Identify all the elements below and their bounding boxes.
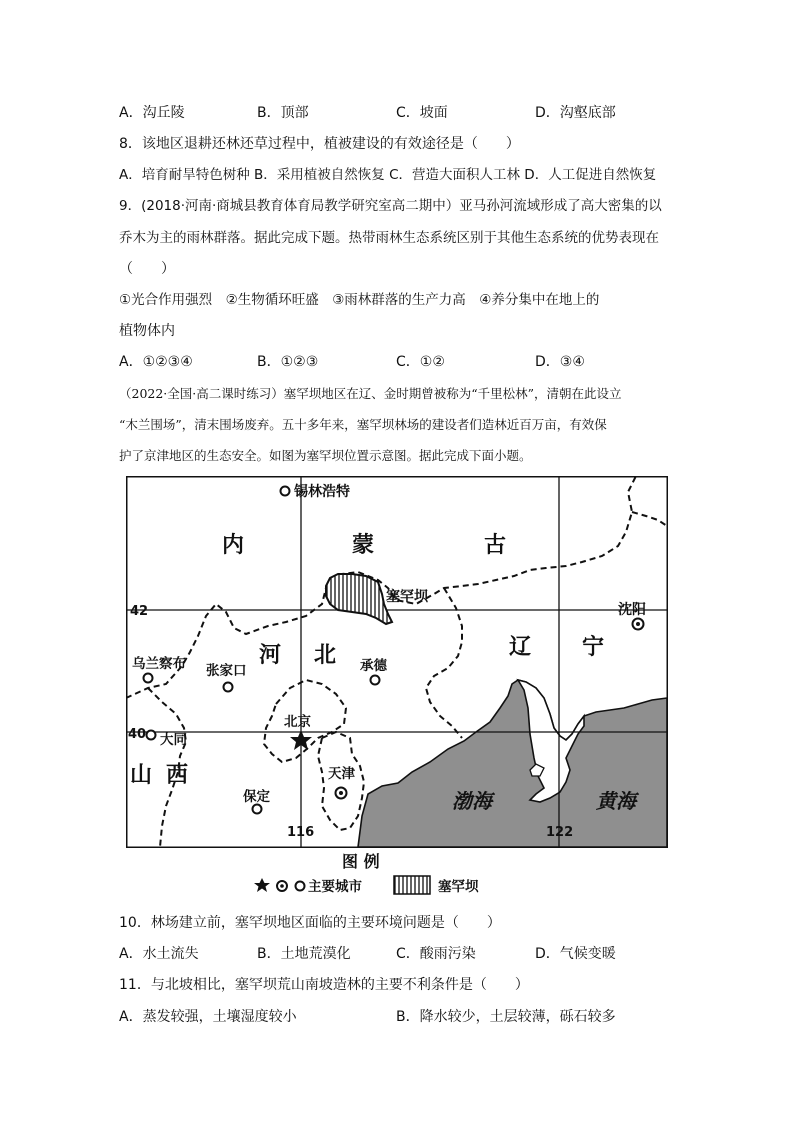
- legend-cities-label: 主要城市: [308, 879, 362, 895]
- q10-option-c: C．酸雨污染: [396, 946, 476, 962]
- q9-stem-line3: （ ）: [119, 261, 175, 277]
- legend-circle-dot-icon: [277, 881, 287, 891]
- sea-bohai-label: 渤海: [452, 789, 492, 813]
- datong-marker: [147, 731, 156, 740]
- chengde-marker: [371, 676, 380, 685]
- legend-star-icon: [254, 878, 270, 892]
- q9-items-line1: ①光合作用强烈 ②生物循环旺盛 ③雨林群落的生产力高 ④养分集中在地上的: [119, 292, 600, 308]
- tianjin-label: 天津: [328, 766, 355, 782]
- region-hebei-2: 北: [314, 643, 337, 668]
- q9-option-a: A．①②③④: [119, 354, 193, 370]
- shenyang-marker: [633, 619, 644, 630]
- q9-option-d: D．③④: [535, 354, 585, 370]
- ulanqab-marker: [144, 674, 153, 683]
- baoding-label: 保定: [243, 789, 270, 805]
- q11-stem: 11．与北坡相比，塞罕坝荒山南坡造林的主要不利条件是（ ）: [119, 977, 529, 993]
- saihanba-location-map: [126, 476, 668, 848]
- region-neimenggu-3: 古: [484, 533, 507, 558]
- legend-circle-icon: [296, 882, 305, 891]
- zhangjiakou-marker: [224, 683, 233, 692]
- region-neimenggu-1: 内: [222, 533, 245, 558]
- legend-saihanba-label: 塞罕坝: [438, 879, 479, 895]
- q10-option-d: D．气候变暖: [535, 946, 616, 962]
- q11-option-b: B．降水较少，土层较薄，砾石较多: [396, 1009, 616, 1025]
- region-liaoning-1: 辽: [509, 635, 532, 660]
- q10-option-a: A．水土流失: [119, 946, 199, 962]
- tianjin-marker: [336, 788, 347, 799]
- q10-option-b: B．土地荒漠化: [257, 946, 351, 962]
- q9-stem-line1: 9．(2018·河南·商城县教育体育局教学研究室高二期中）亚马孙河流域形成了高大密集的以: [119, 198, 662, 214]
- passage-line2: “木兰围场”，清末围场废弃。五十多年来，塞罕坝林场的建设者们造林近百万亩，有效保: [119, 417, 607, 432]
- passage: [119, 378, 679, 471]
- q11-option-a: A．蒸发较强，土壤湿度较小: [119, 1009, 297, 1025]
- lon-122-label: 122: [546, 825, 574, 840]
- q10-stem: 10．林场建立前，塞罕坝地区面临的主要环境问题是（ ）: [119, 915, 501, 931]
- lat-40-label: 40: [128, 727, 147, 742]
- sea-huanghai-label: 黄海: [596, 789, 636, 813]
- q7-option-a: A．沟丘陵: [119, 105, 185, 121]
- legend-title: 图 例: [342, 852, 380, 871]
- beijing-label: 北京: [284, 714, 311, 730]
- passage-line1: （2022·全国·高二课时练习）塞罕坝地区在辽、金时期曾被称为“千里松林”，清朝在此设立: [119, 386, 622, 401]
- q9-items-line2: 植物体内: [119, 323, 175, 339]
- q8-options: A．培育耐旱特色树种 B．采用植被自然恢复 C．营造大面积人工林 D．人工促进自然恢复: [119, 167, 657, 183]
- passage-line3: 护了京津地区的生态安全。如图为塞罕坝位置示意图。据此完成下面小题。: [119, 448, 532, 463]
- shenyang-label: 沈阳: [618, 602, 646, 618]
- region-neimenggu-2: 蒙: [352, 533, 375, 558]
- q9-stem-line2: 乔木为主的雨林群落。据此完成下题。热带雨林生态系统区别于其他生态系统的优势表现在: [119, 230, 659, 246]
- region-shanxi-1: 山: [130, 763, 153, 788]
- xilinhot-marker: [281, 487, 290, 496]
- q8-stem: 8．该地区退耕还林还草过程中，植被建设的有效途径是（ ）: [119, 136, 520, 152]
- lat-42-label: 42: [130, 604, 149, 619]
- q9-option-b: B．①②③: [257, 354, 319, 370]
- xilinhot-label: 锡林浩特: [294, 484, 350, 500]
- q7-option-d: D．沟壑底部: [535, 105, 616, 121]
- legend-saihanba-swatch: [394, 876, 430, 894]
- lon-116-label: 116: [287, 825, 315, 840]
- region-liaoning-2: 宁: [582, 635, 605, 660]
- saihanba-label: 塞罕坝: [386, 589, 428, 605]
- zhangjiakou-label: 张家口: [206, 663, 247, 679]
- q9-option-c: C．①②: [396, 354, 445, 370]
- region-shanxi-2: 西: [166, 763, 189, 788]
- region-hebei-1: 河: [259, 643, 282, 668]
- q7-option-c: C．坡面: [396, 105, 448, 121]
- map-legend: [254, 850, 554, 896]
- datong-label: 大同: [160, 732, 187, 748]
- chengde-label: 承德: [360, 658, 387, 674]
- q7-option-b: B．顶部: [257, 105, 309, 121]
- ulanqab-label: 乌兰察布: [132, 656, 186, 672]
- baoding-marker: [253, 805, 262, 814]
